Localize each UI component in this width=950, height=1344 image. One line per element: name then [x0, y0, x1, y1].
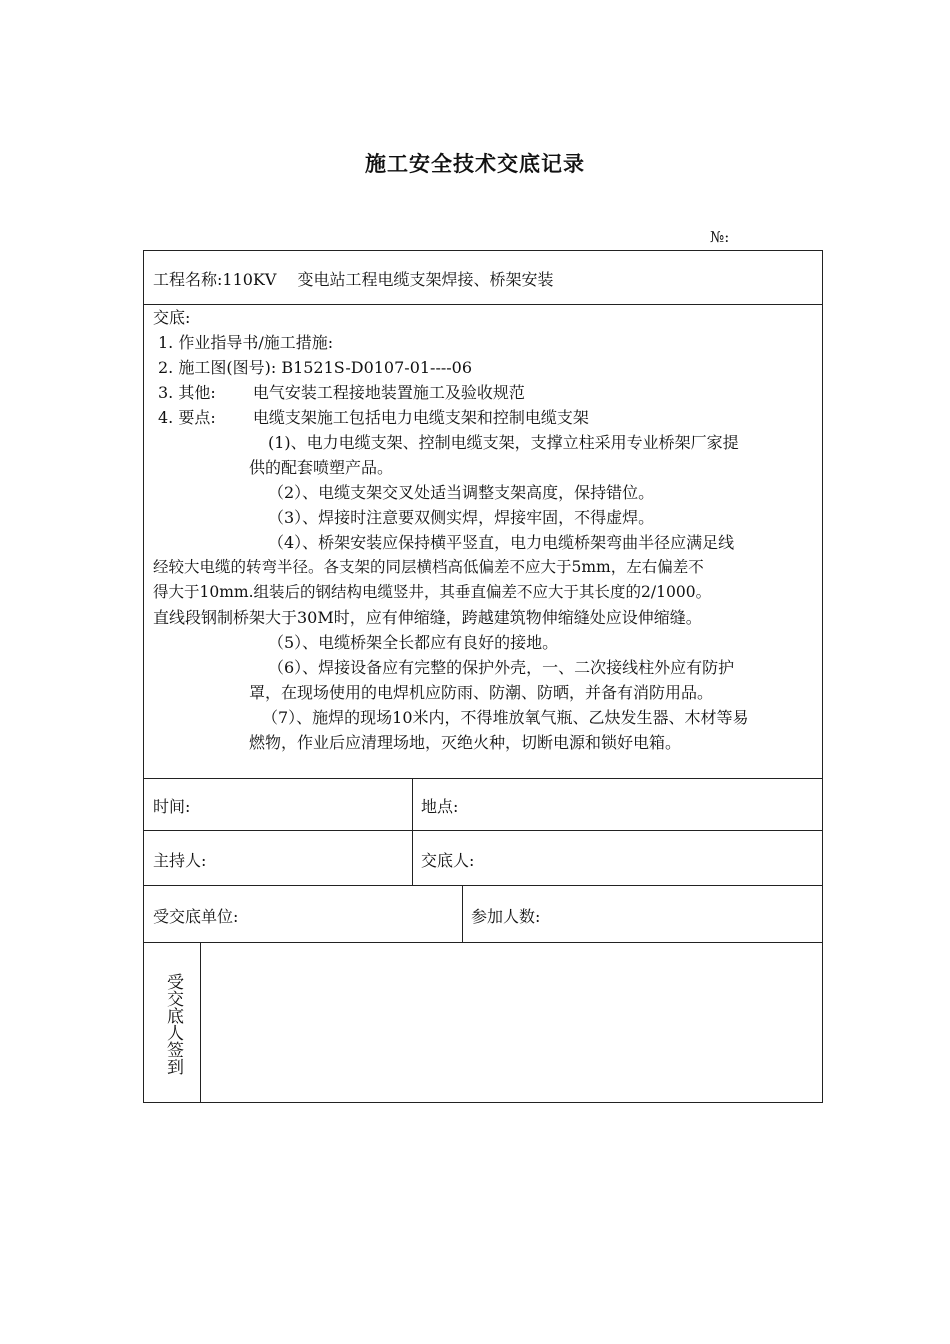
disclosure-line: （3）、焊接时注意要双侧实焊，焊接牢固，不得虚焊。	[268, 508, 655, 527]
document-title: 施工安全技术交底记录	[365, 151, 585, 176]
disclosure-line: 经较大电缆的转弯半径。各支架的同层横档高低偏差不应大于5mm，左右偏差不	[153, 558, 704, 576]
location-label: 地点:	[421, 797, 459, 816]
disclosure-line: 燃物，作业后应清理场地，灭绝火种，切断电源和锁好电箱。	[249, 733, 682, 752]
disclosure-line: (1)、电力电缆支架、控制电缆支架，支撑立柱采用专业桥架厂家提	[268, 433, 739, 452]
location-cell	[412, 778, 823, 831]
disclosure-line: （2）、电缆支架交叉处适当调整支架高度，保持错位。	[268, 483, 655, 502]
disclosure-line: （4）、桥架安装应保持横平竖直，电力电缆桥架弯曲半径应满足线	[268, 533, 735, 552]
document-number-label: №:	[710, 228, 730, 246]
disclosure-item: 1. 作业指导书/施工措施:	[158, 333, 334, 352]
disclosure-line: （7）、施焊的现场10米内，不得堆放氧气瓶、乙炔发生器、木材等易	[262, 708, 749, 727]
disclosure-line: 供的配套喷塑产品。	[249, 458, 394, 477]
disclosure-line: 直线段钢制桥架大于30M时，应有伸缩缝，跨越建筑物伸缩缝处应设伸缩缝。	[153, 608, 702, 627]
participants-label: 参加人数:	[471, 907, 541, 926]
disclosure-heading: 交底:	[153, 308, 191, 327]
disclosure-item: 2. 施工图(图号): B1521S-D0107-01----06	[158, 358, 473, 377]
disclosure-line: （5）、电缆桥架全长都应有良好的接地。	[268, 633, 559, 652]
disclosure-line: 罩，在现场使用的电焊机应防雨、防潮、防晒，并备有消防用品。	[249, 683, 714, 702]
disclosure-line: 得大于10mm.组装后的钢结构电缆竖井，其垂直偏差不应大于其长度的2/1000。	[153, 583, 712, 601]
disclosure-item: 3. 其他: 电气安装工程接地装置施工及验收规范	[158, 383, 525, 402]
disclosure-line: （6）、焊接设备应有完整的保护外壳，一、二次接线柱外应有防护	[268, 658, 735, 677]
host-label: 主持人:	[153, 851, 207, 870]
signature-label	[160, 948, 185, 1100]
time-label: 时间:	[153, 797, 191, 816]
signature-area	[200, 942, 823, 1103]
signature-label-text: 受交底人签到	[163, 973, 183, 1075]
project-name: 工程名称:110KV 变电站工程电缆支架焊接、桥架安装	[153, 270, 554, 289]
receiving-unit-label: 受交底单位:	[153, 907, 239, 926]
discloser-label: 交底人:	[421, 851, 475, 870]
disclosure-item: 4. 要点: 电缆支架施工包括电力电缆支架和控制电缆支架	[158, 408, 589, 427]
